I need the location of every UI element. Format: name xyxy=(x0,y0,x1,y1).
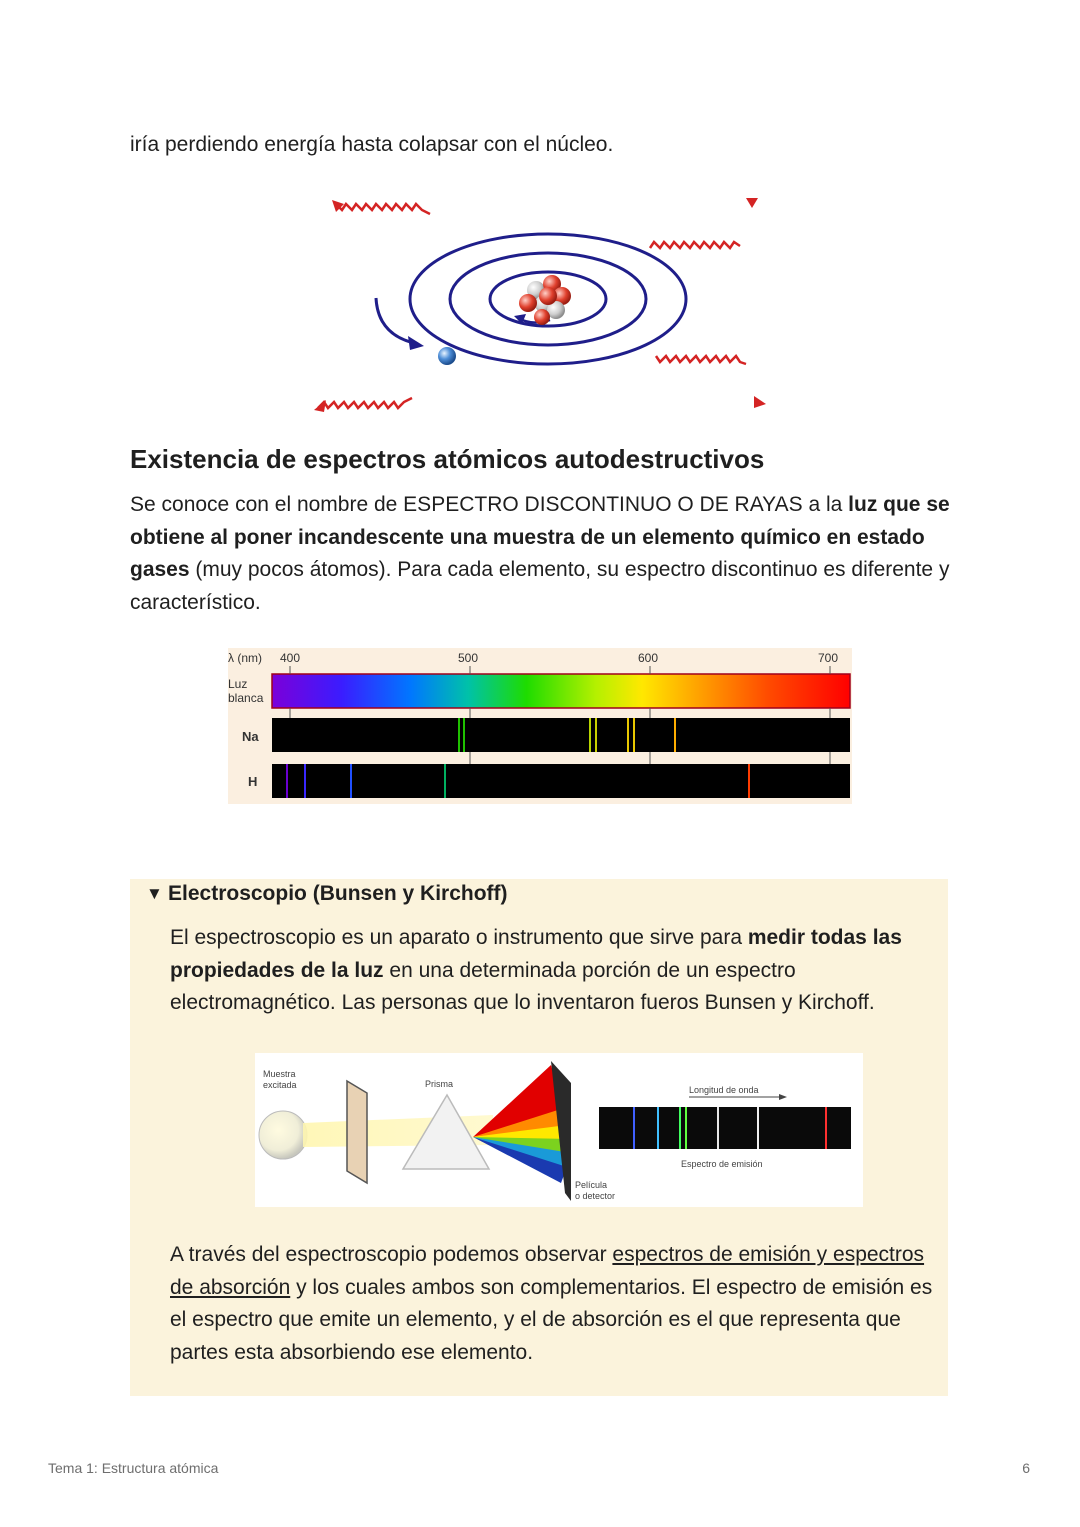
row-label-white: Luz xyxy=(228,677,248,691)
sample-label-2: excitada xyxy=(263,1080,297,1090)
section-paragraph: Se conoce con el nombre de ESPECTRO DISCONTINUO O DE RAYAS a la luz que se obtiene al poner incandescente una muestra de un elemento químico en estado gases (muy pocos átomos). Para cada elemento, su espectro discontinuo es diferente y característico. xyxy=(130,493,950,614)
page-number: 6 xyxy=(1022,1460,1030,1476)
prism-label: Prisma xyxy=(425,1079,454,1089)
toggle-title: Electroscopio (Bunsen y Kirchoff) xyxy=(168,882,508,905)
sodium-spectrum xyxy=(272,718,850,752)
film-label-2: o detector xyxy=(575,1191,616,1201)
toggle-header[interactable] xyxy=(146,882,508,906)
row-label-white-2: blanca xyxy=(228,691,264,705)
sample-label: Muestra xyxy=(263,1069,296,1079)
white-light-spectrum xyxy=(272,674,850,708)
emission-spectrum xyxy=(599,1107,851,1149)
tick-400: 400 xyxy=(280,651,301,665)
electron-icon xyxy=(438,347,456,365)
hydrogen-spectrum xyxy=(272,764,850,798)
wavelength-label: Longitud de onda xyxy=(689,1085,759,1095)
toggle-triangle-icon[interactable]: ▼ xyxy=(146,884,163,903)
toggle-callout xyxy=(130,879,948,1396)
tick-500: 500 xyxy=(458,651,479,665)
callout-paragraph-2: A través del espectroscopio podemos observar espectros de emisión y espectros de absorción y los cuales ambos son complementarios. El espectro de emisión es el espectro que emite un elemento, y el de absorción es el que representa que partes esta absorbiendo ese elemento. xyxy=(170,1243,933,1364)
spectrum-figure xyxy=(228,648,852,804)
sample-bulb-icon xyxy=(259,1111,307,1159)
intro-text: iría perdiendo energía hasta colapsar con el núcleo. xyxy=(130,133,614,156)
slit-panel xyxy=(347,1081,367,1183)
callout-paragraph-1: El espectroscopio es un aparato o instrumento que sirve para medir todas las propiedades de la luz en una determinada porción de un espectro electromagnético. Las personas que lo inventaron fueros Bunsen y Kirchoff. xyxy=(170,926,902,1014)
tick-600: 600 xyxy=(638,651,659,665)
emission-label: Espectro de emisión xyxy=(681,1159,763,1169)
atom-collapse-figure xyxy=(300,186,780,416)
emission-absorption-link: espectros de emisión y espectros de absorción xyxy=(170,1243,925,1299)
spectroscope-diagram xyxy=(255,1053,863,1207)
nucleus-icon xyxy=(519,275,571,325)
section-heading: Existencia de espectros atómicos autodestructivos xyxy=(130,444,765,474)
row-label-na: Na xyxy=(242,729,259,744)
footer-title: Tema 1: Estructura atómica xyxy=(48,1460,219,1476)
axis-label: λ (nm) xyxy=(228,651,262,665)
film-label: Película xyxy=(575,1180,608,1190)
tick-700: 700 xyxy=(818,651,839,665)
row-label-h: H xyxy=(248,774,258,789)
